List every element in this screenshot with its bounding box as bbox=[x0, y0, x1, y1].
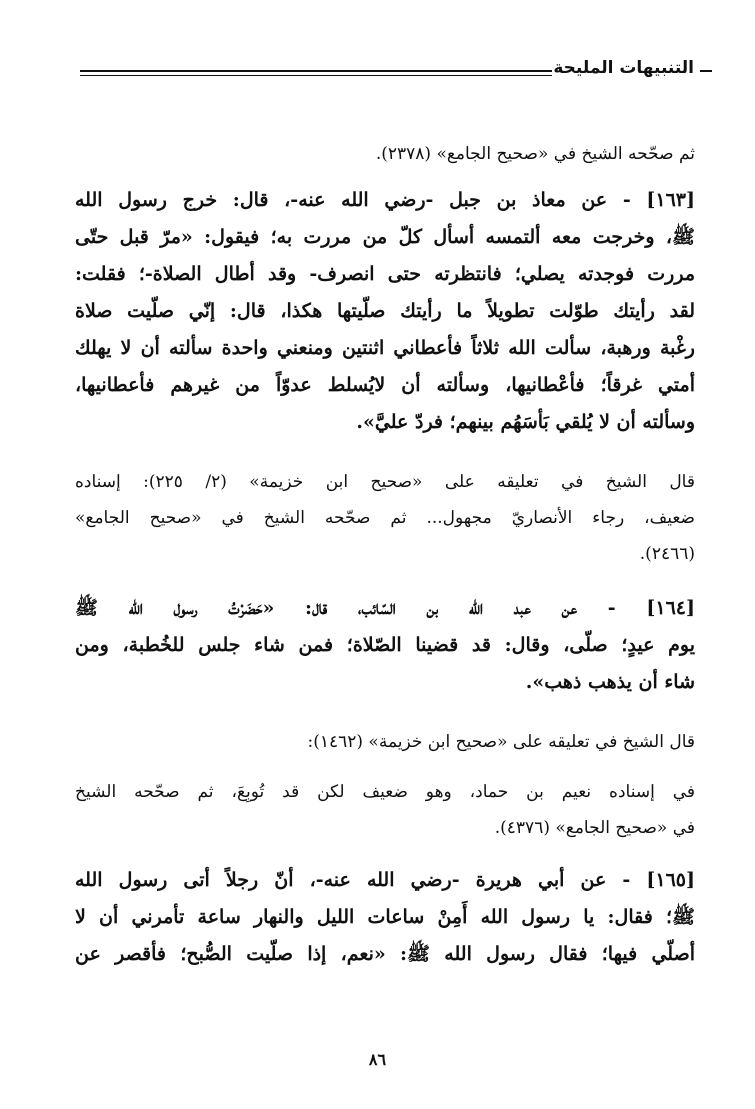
text-line: أصلّي فيها؛ فقال رسول الله ﷺ: «نعم، إذا صلّيت الصُّبح؛ فأقصر عن bbox=[75, 943, 695, 965]
text-line: قال الشيخ في تعليقه على «صحيح ابن خزيمة» (٢/ ٢٢٥): إسناده bbox=[75, 472, 695, 492]
text-line: وسألته أن لا يُلقي بَأسَهُم بينهم؛ فردّ عليَّ». bbox=[356, 411, 695, 433]
running-header bbox=[80, 58, 712, 88]
text-line: رغْبة ورهبة، سألت الله ثلاثاً فأعطاني اثنتين ومنعني واحدة سألته أن لا يهلك bbox=[75, 337, 695, 359]
note-paragraph bbox=[75, 774, 695, 846]
text-line: يوم عيدٍ؛ صلّى، وقال: قد قضينا الصّلاة؛ فمن شاء جلس للخُطبة، ومن bbox=[75, 634, 695, 656]
text-line: (٢٤٦٦). bbox=[639, 544, 695, 564]
text-line: ﷺ، وخرجت معه ألتمسه أسأل كلّ من مررت به؛ فيقول: «مرّ قبل حتّى bbox=[75, 226, 695, 248]
text-line: ضعيف، رجاء الأنصاريّ مجهول... ثم صحّحه الشيخ في «صحيح الجامع» bbox=[75, 508, 695, 528]
text-line: في إسناده نعيم بن حماد، وهو ضعيف لكن قد تُوبِعَ، ثم صحّحه الشيخ bbox=[75, 782, 695, 802]
text-line: مررت فوجدته يصلي؛ فانتظرته حتى انصرف- وقد أطال الصلاة-؛ فقلت: bbox=[75, 263, 695, 285]
hadith-163 bbox=[75, 182, 695, 441]
text-line: قال الشيخ في تعليقه على «صحيح ابن خزيمة» (١٤٦٢): bbox=[307, 732, 695, 752]
header-rule-thin bbox=[80, 75, 552, 76]
text-line: ثم صحّحه الشيخ في «صحيح الجامع» (٢٣٧٨). bbox=[375, 144, 695, 164]
header-tick bbox=[700, 70, 712, 72]
text-line: شاء أن يذهب ذهب». bbox=[525, 671, 695, 693]
header-rule bbox=[80, 70, 552, 72]
note-paragraph bbox=[75, 464, 695, 572]
text-line: [١٦٤] - عن عبد الله بن السّائب، قال: «حَضَرْتُ رسول الله ﷺ bbox=[75, 597, 695, 619]
book-title: التنبيهات المليحة bbox=[553, 58, 694, 78]
text-line: [١٦٥] - عن أبي هريرة -رضي الله عنه-، أنّ رجلاً أتى رسول الله bbox=[75, 869, 695, 891]
text-line: لقد رأيتك طوّلت تطويلاً ما رأيتك صلّيتها هكذا، قال: إنّي صلّيت صلاة bbox=[75, 300, 695, 322]
note-paragraph bbox=[75, 136, 695, 172]
note-paragraph bbox=[75, 724, 695, 760]
text-line: [١٦٣] - عن معاذ بن جبل -رضي الله عنه-، قال: خرج رسول الله bbox=[75, 189, 695, 211]
text-line: أمتي غرقاً؛ فأعْطانيها، وسألته أن لايُسلط عدوّاً من غيرهم فأعطانيها، bbox=[75, 374, 695, 396]
hadith-165 bbox=[75, 862, 695, 973]
hadith-164 bbox=[75, 590, 695, 701]
text-line: في «صحيح الجامع» (٤٣٧٦). bbox=[494, 818, 695, 838]
text-line: ﷺ؛ فقال: يا رسول الله أَمِنْ ساعات الليل والنهار ساعة تأمرني أن لا bbox=[75, 906, 695, 928]
page-number: ٨٦ bbox=[368, 1050, 387, 1069]
